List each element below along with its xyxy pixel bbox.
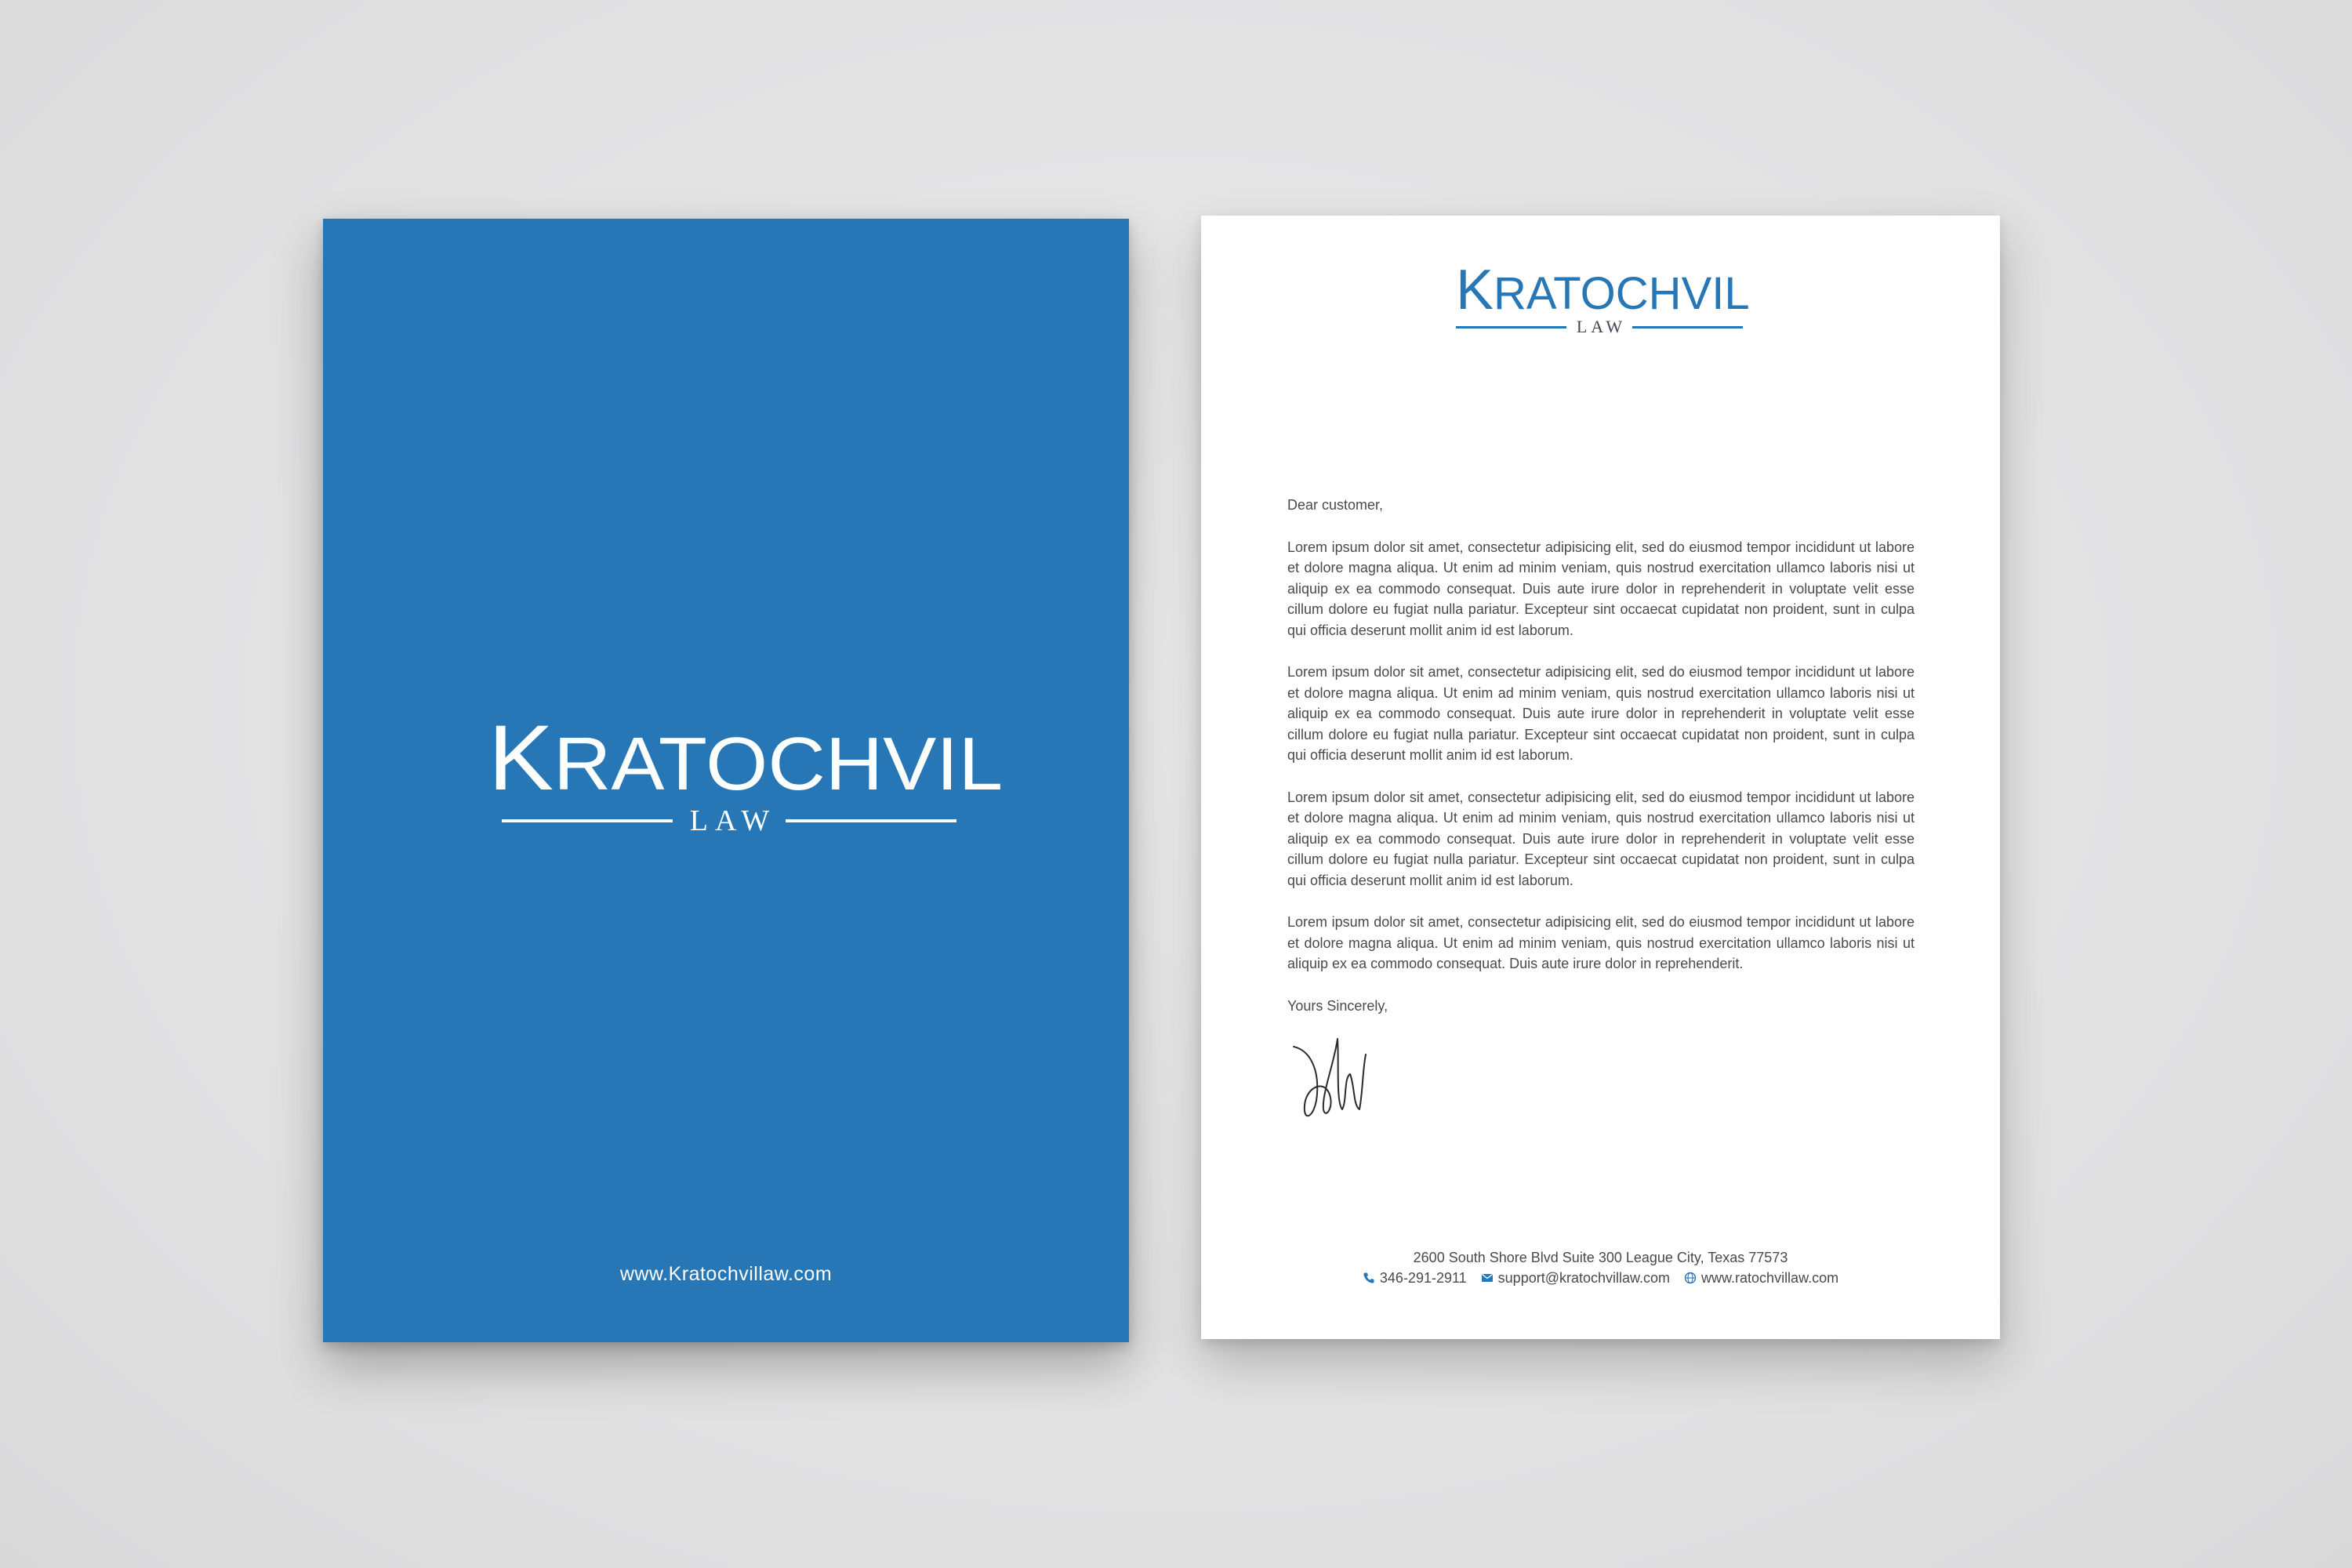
cover-logo-sub-row <box>502 805 956 837</box>
letter-logo-rule-right <box>1632 326 1743 328</box>
footer-address: 2600 South Shore Blvd Suite 300 League City, Texas 77573 <box>1413 1250 1788 1265</box>
letter-logo-wordmark: KRATOCHVIL <box>1456 259 1750 321</box>
cover-logo <box>488 706 1004 837</box>
letterhead-page <box>1201 216 2000 1339</box>
paragraph-3: Lorem ipsum dolor sit amet, consectetur adipisicing elit, sed do eiusmod tempor incididunt ut labore et dolore magna aliqua. Ut enim ad minim veniam, quis nostrud exercitation ullamco laboris nisi ut aliquip ex ea commodo consequat. Duis aute irure dolor in reprehenderit in voluptate velit esse cillum dolore eu fugiat nulla pariatur. Excepteur sint occaecat cupidatat non proident, sunt in culpa qui officia deserunt mollit anim id est laborum. <box>1287 789 1915 888</box>
paragraph-2: Lorem ipsum dolor sit amet, consectetur adipisicing elit, sed do eiusmod tempor incididunt ut labore et dolore magna aliqua. Ut enim ad minim veniam, quis nostrud exercitation ullamco laboris nisi ut aliquip ex ea commodo consequat. Duis aute irure dolor in reprehenderit in voluptate velit esse cillum dolore eu fugiat nulla pariatur. Excepteur sint occaecat cupidatat non proident, sunt in culpa qui officia deserunt mollit anim id est laborum. <box>1287 664 1915 763</box>
phone-icon <box>1363 1272 1375 1284</box>
cover-logo-rule-left <box>502 819 673 822</box>
letter-logo <box>1456 259 1750 336</box>
email-address: support@kratochvillaw.com <box>1497 1270 1671 1286</box>
letter-logo-sub-row <box>1456 318 1743 336</box>
paragraph-1: Lorem ipsum dolor sit amet, consectetur adipisicing elit, sed do eiusmod tempor incididunt ut labore et dolore magna aliqua. Ut enim ad minim veniam, quis nostrud exercitation ullamco laboris nisi ut aliquip ex ea commodo consequat. Duis aute irure dolor in reprehenderit in voluptate velit esse cillum dolore eu fugiat nulla pariatur. Excepteur sint occaecat cupidatat non proident, sunt in culpa qui officia deserunt mollit anim id est laborum. <box>1287 539 1915 638</box>
mail-icon <box>1481 1272 1494 1284</box>
signature <box>1287 1031 1397 1133</box>
salutation: Dear customer, <box>1287 497 1384 513</box>
paragraph-4: Lorem ipsum dolor sit amet, consectetur adipisicing elit, sed do eiusmod tempor incididunt ut labore et dolore magna aliqua. Ut enim ad minim veniam, quis nostrud exercitation ullamco laboris nisi ut aliquip ex ea commodo consequat. Duis aute irure dolor in reprehenderit. <box>1287 914 1915 971</box>
letter-footer <box>1201 1247 2000 1288</box>
letter-logo-rule-left <box>1456 326 1566 328</box>
contact-phone <box>1363 1268 1467 1288</box>
letter-logo-sub: LAW <box>1576 317 1627 336</box>
cover-logo-rule-right <box>786 819 956 822</box>
cover-website: www.Kratochvillaw.com <box>619 1263 833 1285</box>
letter-body <box>1287 495 1915 1016</box>
cover-logo-sub: LAW <box>689 804 777 837</box>
contact-email <box>1481 1268 1670 1288</box>
cover-logo-wordmark: KRATOCHVIL <box>488 706 1004 810</box>
contact-website <box>1684 1268 1838 1288</box>
website-url: www.ratochvillaw.com <box>1701 1270 1839 1286</box>
globe-icon <box>1684 1272 1697 1284</box>
footer-contacts <box>1201 1268 2000 1288</box>
cover-page <box>323 219 1129 1342</box>
closing: Yours Sincerely, <box>1287 997 1388 1014</box>
phone-number: 346-291-2911 <box>1379 1270 1467 1286</box>
